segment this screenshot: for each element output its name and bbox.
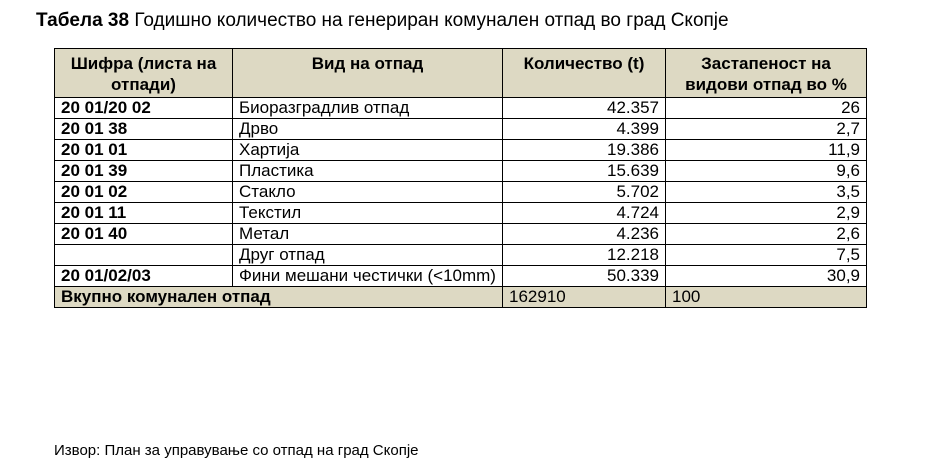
table-row bbox=[55, 224, 867, 245]
cell-quantity: 4.399 bbox=[503, 119, 666, 140]
cell-type: Друг отпад bbox=[233, 245, 503, 266]
table-row bbox=[55, 98, 867, 119]
cell-share: 11,9 bbox=[666, 140, 867, 161]
total-quantity: 162910 bbox=[503, 287, 666, 308]
cell-code: 20 01 40 bbox=[55, 224, 233, 245]
cell-quantity: 4.236 bbox=[503, 224, 666, 245]
header-quantity: Количество (t) bbox=[503, 49, 666, 98]
table-row bbox=[55, 203, 867, 224]
cell-type: Метал bbox=[233, 224, 503, 245]
table-row bbox=[55, 245, 867, 266]
cell-quantity: 15.639 bbox=[503, 161, 666, 182]
table-row bbox=[55, 140, 867, 161]
source-note: Извор: План за управување со отпад на град Скопје bbox=[54, 442, 419, 459]
cell-code: 20 01 11 bbox=[55, 203, 233, 224]
cell-share: 2,6 bbox=[666, 224, 867, 245]
header-share: Застапеност на видови отпад во % bbox=[666, 49, 867, 98]
cell-share: 30,9 bbox=[666, 266, 867, 287]
cell-type: Хартија bbox=[233, 140, 503, 161]
table-row bbox=[55, 266, 867, 287]
header-type: Вид на отпад bbox=[233, 49, 503, 98]
cell-quantity: 50.339 bbox=[503, 266, 666, 287]
cell-type: Дрво bbox=[233, 119, 503, 140]
table-caption-label: Табела 38 bbox=[36, 10, 130, 31]
cell-type: Стакло bbox=[233, 182, 503, 203]
cell-quantity: 5.702 bbox=[503, 182, 666, 203]
table-caption-text: Годишно количество на генериран комунален отпад во град Скопје bbox=[134, 10, 729, 31]
table-caption bbox=[36, 10, 729, 32]
cell-code: 20 01/02/03 bbox=[55, 266, 233, 287]
header-code: Шифра (листа на отпади) bbox=[55, 49, 233, 98]
cell-type: Биоразградлив отпад bbox=[233, 98, 503, 119]
cell-quantity: 12.218 bbox=[503, 245, 666, 266]
cell-code: 20 01 38 bbox=[55, 119, 233, 140]
cell-share: 2,9 bbox=[666, 203, 867, 224]
cell-quantity: 4.724 bbox=[503, 203, 666, 224]
cell-type: Текстил bbox=[233, 203, 503, 224]
table-row bbox=[55, 119, 867, 140]
cell-share: 3,5 bbox=[666, 182, 867, 203]
cell-quantity: 42.357 bbox=[503, 98, 666, 119]
waste-table bbox=[54, 48, 867, 308]
cell-share: 7,5 bbox=[666, 245, 867, 266]
table-row bbox=[55, 161, 867, 182]
total-row bbox=[55, 287, 867, 308]
cell-code: 20 01 02 bbox=[55, 182, 233, 203]
table-row bbox=[55, 182, 867, 203]
cell-type: Пластика bbox=[233, 161, 503, 182]
cell-code bbox=[55, 245, 233, 266]
cell-share: 2,7 bbox=[666, 119, 867, 140]
cell-share: 9,6 bbox=[666, 161, 867, 182]
cell-code: 20 01 39 bbox=[55, 161, 233, 182]
total-share: 100 bbox=[666, 287, 867, 308]
cell-type: Фини мешани честички (<10mm) bbox=[233, 266, 503, 287]
cell-share: 26 bbox=[666, 98, 867, 119]
total-label: Вкупно комунален отпад bbox=[55, 287, 503, 308]
cell-quantity: 19.386 bbox=[503, 140, 666, 161]
table-header-row bbox=[55, 49, 867, 98]
cell-code: 20 01 01 bbox=[55, 140, 233, 161]
cell-code: 20 01/20 02 bbox=[55, 98, 233, 119]
